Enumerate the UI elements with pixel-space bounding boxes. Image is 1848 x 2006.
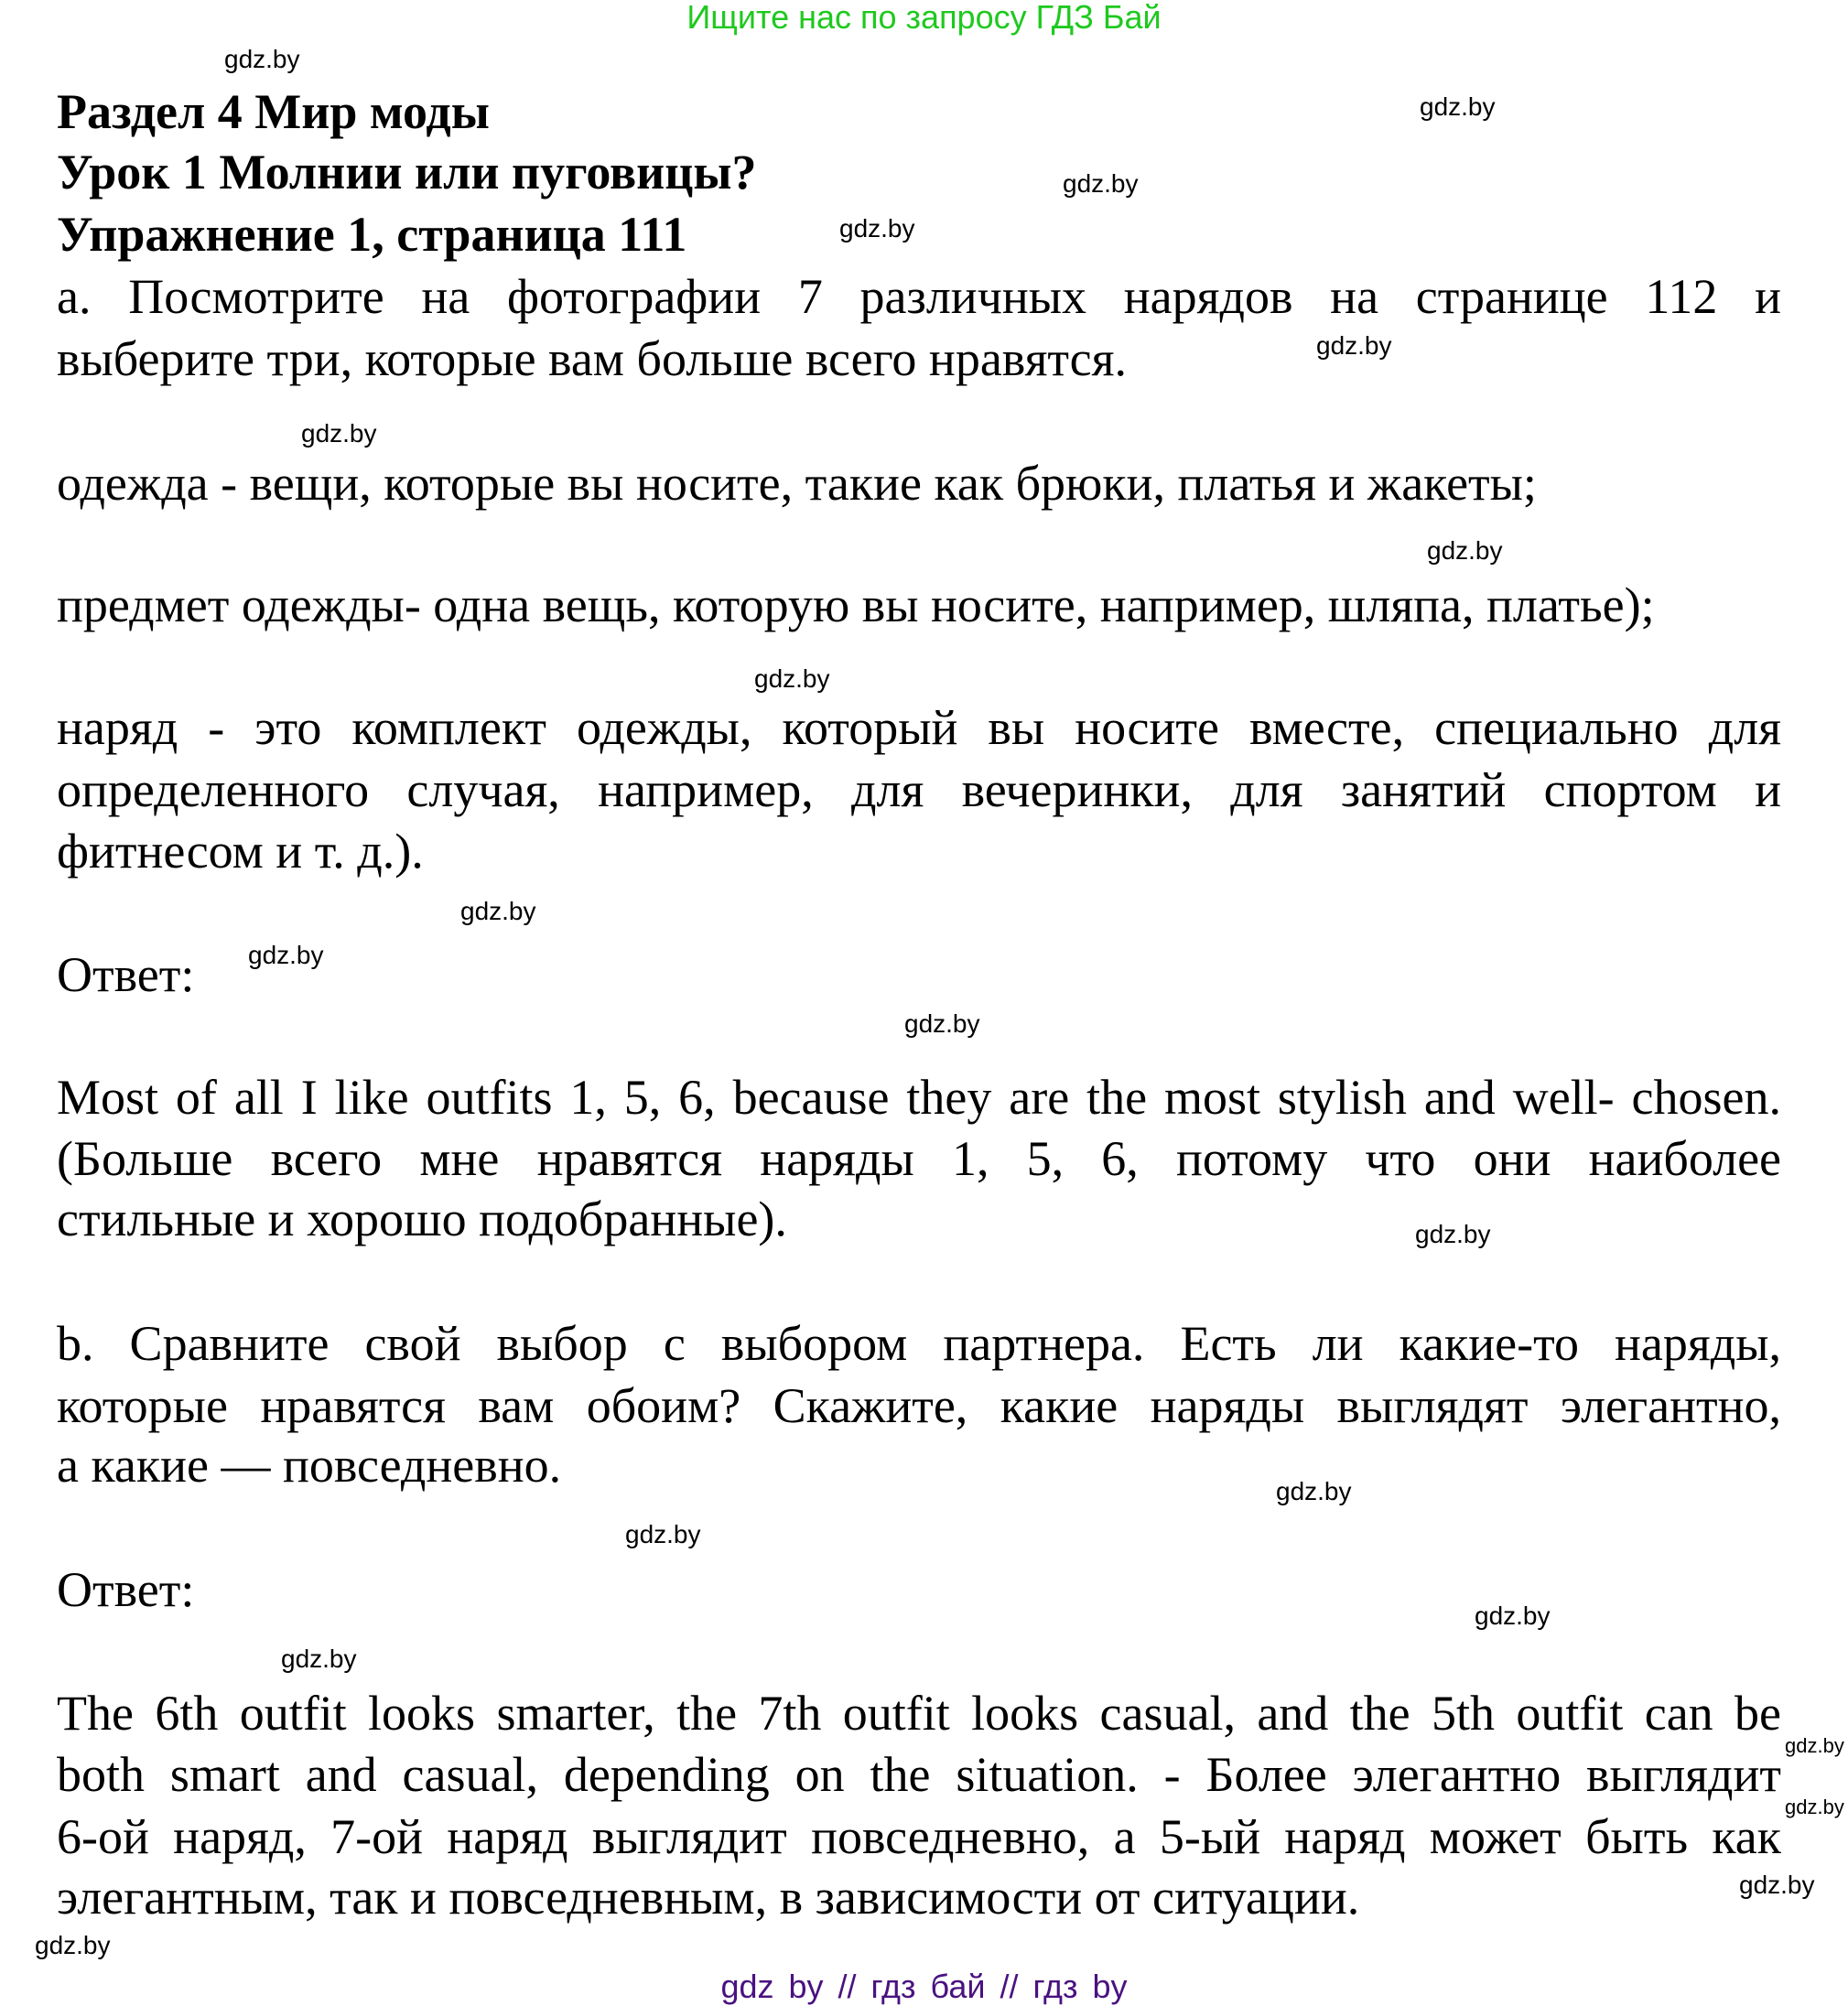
definition-outfit-line: наряд - это комплект одежды, который вы носите вместе, специально для (57, 700, 1781, 755)
lesson-heading: Урок 1 Молнии или пуговицы? (57, 145, 757, 200)
answer-label-a: Ответ: (57, 947, 195, 1002)
watermark: gdz.by (754, 664, 830, 693)
watermark: gdz.by (1427, 536, 1503, 565)
answer-b-line: both smart and casual, depending on the situation. - Более элегантно выглядит (57, 1747, 1781, 1802)
watermark: gdz.by (1785, 1734, 1844, 1757)
watermark: gdz.by (1420, 92, 1496, 121)
footer-links[interactable]: gdz by // гдз бай // гдз by (720, 1968, 1128, 2005)
definition-item: предмет одежды- одна вещь, которую вы носите, например, шляпа, платье); (57, 577, 1655, 632)
watermark: gdz.by (839, 214, 915, 243)
section-heading: Раздел 4 Мир моды (57, 84, 490, 139)
answer-label-b: Ответ: (57, 1562, 195, 1617)
watermark: gdz.by (1063, 169, 1139, 198)
watermark: gdz.by (460, 897, 536, 925)
task-b-line: которые нравятся вам обоим? Скажите, какие наряды выглядят элегантно, (57, 1378, 1781, 1433)
answer-b-line: The 6th outfit looks smarter, the 7th outfit looks casual, and the 5th outfit can be (57, 1686, 1781, 1741)
answer-b-line: элегантным, так и повседневным, в зависимости от ситуации. (57, 1870, 1360, 1925)
watermark: gdz.by (1475, 1602, 1551, 1630)
definition-outfit-line: определенного случая, например, для вечеринки, для занятий спортом и (57, 762, 1781, 817)
task-b-line: а какие — повседневно. (57, 1438, 562, 1493)
watermark: gdz.by (35, 1931, 111, 1959)
task-a-line: выберите три, которые вам больше всего нравятся. (57, 331, 1127, 386)
definition-clothes: одежда - вещи, которые вы носите, такие как брюки, платья и жакеты; (57, 456, 1537, 511)
answer-a-line: стильные и хорошо подобранные). (57, 1192, 787, 1246)
watermark: gdz.by (248, 941, 324, 969)
watermark: gdz.by (1415, 1220, 1491, 1248)
task-a-line: a. Посмотрите на фотографии 7 различных нарядов на странице 112 и (57, 269, 1781, 324)
watermark: gdz.by (301, 419, 377, 448)
watermark: gdz.by (625, 1520, 701, 1548)
watermark: gdz.by (1739, 1871, 1815, 1899)
task-b-line: b. Сравните свой выбор с выбором партнера. Есть ли какие-то наряды, (57, 1316, 1781, 1371)
answer-a-line: Most of all I like outfits 1, 5, 6, because they are the most stylish and well- chosen. (57, 1070, 1781, 1125)
answer-a-line: (Больше всего мне нравятся наряды 1, 5, 6, потому что они наиболее (57, 1131, 1781, 1186)
answer-b-line: 6-ой наряд, 7-ой наряд выглядит повседневно, а 5-ый наряд может быть как (57, 1809, 1781, 1864)
watermark: gdz.by (1785, 1796, 1844, 1818)
watermark: gdz.by (281, 1645, 357, 1673)
watermark: gdz.by (1316, 331, 1392, 360)
definition-outfit-line: фитнесом и т. д.). (57, 824, 424, 879)
watermark: gdz.by (904, 1009, 980, 1038)
search-banner[interactable]: Ищите нас по запросу ГДЗ Бай (686, 0, 1162, 36)
watermark: gdz.by (224, 45, 300, 73)
exercise-heading: Упражнение 1, страница 111 (57, 207, 687, 262)
watermark: gdz.by (1276, 1477, 1352, 1505)
